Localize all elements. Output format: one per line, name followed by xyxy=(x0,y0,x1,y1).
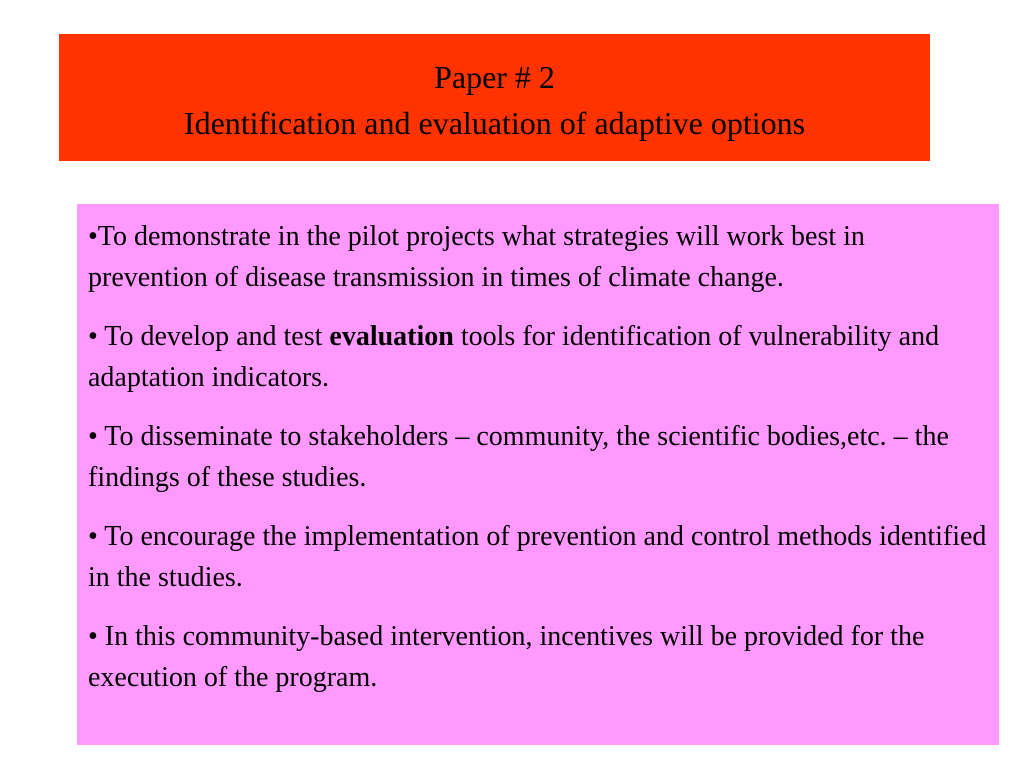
bullet-item-2-bold-word: evaluation xyxy=(329,321,454,352)
bullet-item-5: • In this community-based intervention, incentives will be provided for the execution of the program. xyxy=(88,621,925,693)
slide-title-box xyxy=(59,34,930,161)
bullet-item-2-suffix: tools for identification of vulnerability and adaptation indicators. xyxy=(88,321,940,393)
bullet-list-box xyxy=(77,204,999,745)
bullet-item-4: • To encourage the implementation of prevention and control methods identified in the studies. xyxy=(88,521,987,593)
bullet-item-3: • To disseminate to stakeholders – community, the scientific bodies,etc. – the findings of these studies. xyxy=(88,421,949,493)
bullet-item-2-prefix: • To develop and test xyxy=(88,321,330,352)
slide-title-line-1: Paper # 2 xyxy=(434,59,555,95)
bullet-item-2 xyxy=(88,316,989,398)
bullet-item-1: •To demonstrate in the pilot projects what strategies will work best in prevention of disease transmission in times of climate change. xyxy=(88,221,865,293)
slide-title-line-2: Identification and evaluation of adaptive options xyxy=(183,105,806,141)
